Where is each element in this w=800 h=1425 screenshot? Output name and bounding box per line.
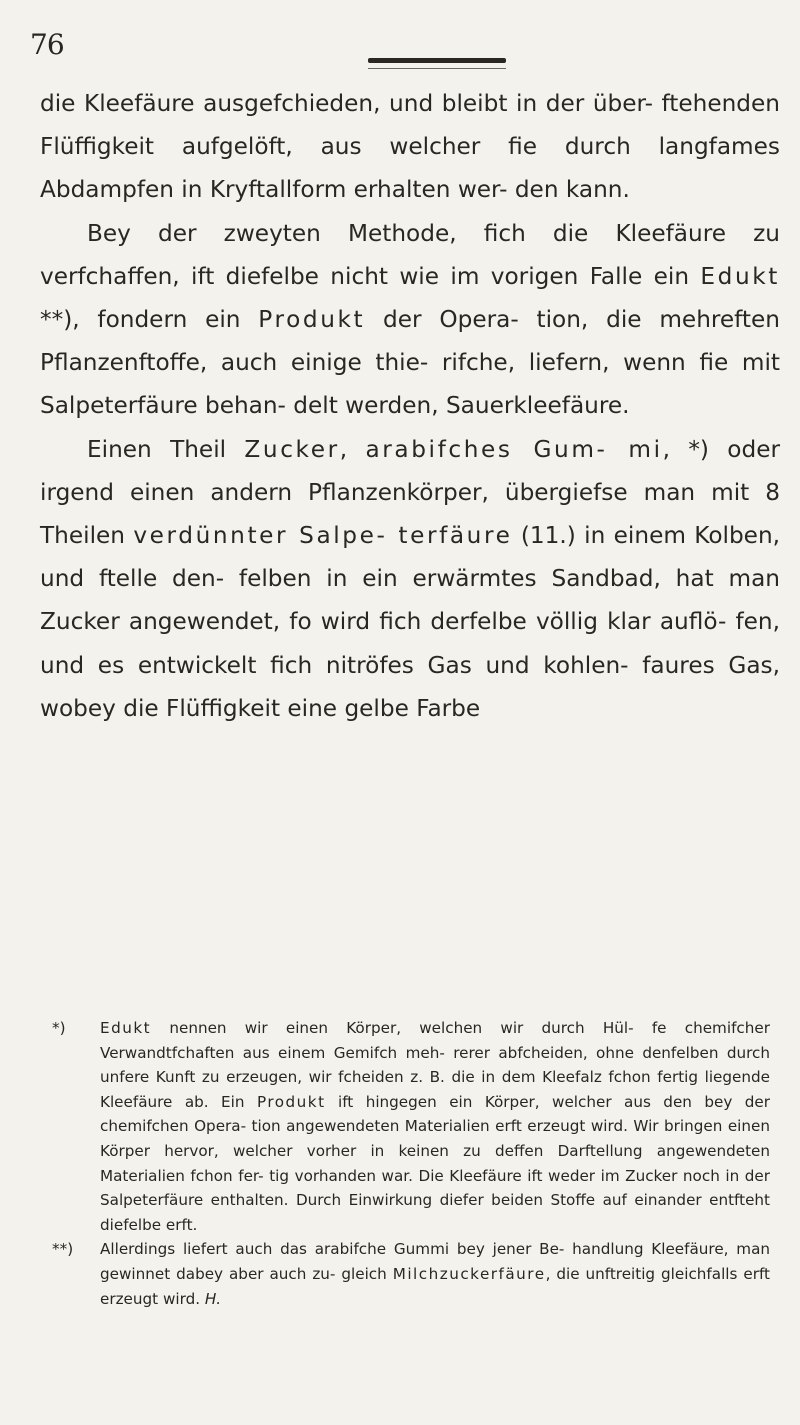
term-salpeterfaeure: verdünnter Salpe- terfäure xyxy=(133,522,513,550)
footnote-2-mark: **) xyxy=(52,1240,74,1259)
header-rule-thin xyxy=(368,68,506,69)
term-edukt: Edukt xyxy=(700,262,780,290)
header-rule xyxy=(368,58,506,63)
p3-text-d: (11.) in einem Kolben, und ftelle den- felben in ein erwärmtes Sandbad, hat man Zucker angewendet, fo wird fich derfelbe völlig klar auflö- fen, und es entwickelt fich nitröfes Gas und kohlen- faures Gas, wobey die Flüffigkeit eine gelbe Farbe xyxy=(40,522,781,722)
footnote-2-text-2: , die unftreitig gleichfalls erft erzeugt wird. xyxy=(100,1264,770,1308)
footnotes xyxy=(52,1016,770,1311)
p3-text-a: Einen Theil xyxy=(87,435,227,463)
p3-comma: , xyxy=(339,435,348,463)
paragraph-1: die Kleefäure ausgefchieden, und bleibt in der über- ftehenden Flüffigkeit aufgelöft, aus welcher fie durch langfames Abdampfen in Kryftallform erhalten wer- den kann. xyxy=(40,90,780,204)
footnote-1-term-produkt: Produkt xyxy=(256,1092,326,1111)
term-gummi: arabifches Gum- mi xyxy=(365,435,663,463)
footnote-1 xyxy=(52,1016,770,1237)
paragraph-2 xyxy=(40,212,780,428)
term-zucker: Zucker xyxy=(244,435,340,463)
footnote-2-text: Allerdings liefert auch das arabifche Gummi bey jener Be- handlung Kleefäure, man gewinnet dabey aber auch zu- gleich xyxy=(100,1240,770,1283)
footnote-1-text: nennen wir einen Körper, welchen wir durch Hül- fe chemifcher Verwandtfchaften aus einem Gemifch meh- rerer abfcheiden, ohne denfelben durch unfere Kunft zu erzeugen, wir fcheiden z. B. die in dem Kleefalz fchon fertig liegende Kleefäure ab. Ein xyxy=(100,1019,770,1111)
footnote-1-mark: *) xyxy=(52,1019,66,1037)
footnote-2 xyxy=(52,1237,770,1311)
main-text xyxy=(40,82,780,730)
footnote-1-text-2: ift hingegen ein Körper, welcher aus den bey der chemifchen Opera- tion angewendeten Materialien erft erzeugt wird. Wir bringen einen Körper hervor, welcher vorher in keinen zu deffen Darftellung angewendeten Materialien fchon fer- tig vorhanden war. Die Kleefäure ift weder im Zucker noch in der Salpeterfäure enthalten. Durch Einwirkung diefer beiden Stoffe auf einander entfteht diefelbe erft. xyxy=(100,1092,770,1234)
p2-text-c: der Opera- tion, die mehreften Pflanzenftoffe, auch einige thie- rifche, liefern, wenn fie mit Salpeterfäure behan- delt werden, Sauerkleefäure. xyxy=(40,306,780,420)
paragraph-3 xyxy=(40,428,780,730)
page-number: 76 xyxy=(30,28,64,61)
footnote-2-signature: H. xyxy=(204,1289,222,1308)
term-produkt: Produkt xyxy=(258,306,366,334)
p2-text-b: **), fondern ein xyxy=(40,306,241,334)
p3-text-c: , *) oder irgend einen andern Pflanzenkörper, übergiefse man mit 8 Theilen xyxy=(40,435,780,550)
footnote-2-term: Milchzuckerfäure xyxy=(392,1264,546,1283)
footnote-1-term-edukt: Edukt xyxy=(100,1019,152,1037)
p2-text-a: Bey der zweyten Methode, fich die Kleefäure zu verfchaffen, ift diefelbe nicht wie im vorigen Falle ein xyxy=(40,219,780,290)
